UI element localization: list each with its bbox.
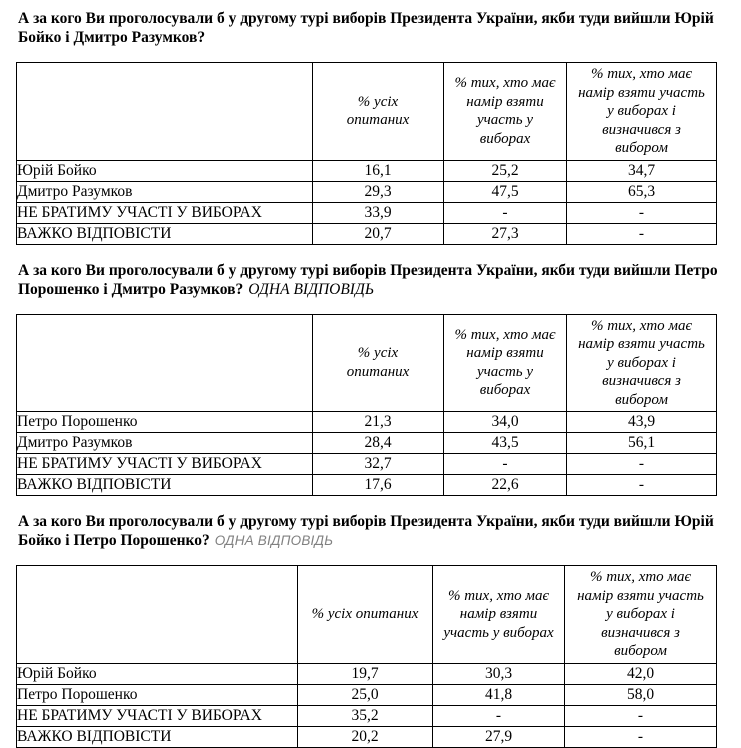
- value-cell: 42,0: [565, 663, 717, 684]
- value-cell: 41,8: [433, 684, 565, 705]
- value-cell: 35,2: [298, 705, 433, 726]
- survey-section-poroshenko-razumkov: [16, 261, 729, 497]
- results-table: [16, 314, 717, 497]
- table-row: [17, 181, 717, 202]
- row-label: Дмитро Разумков: [17, 433, 313, 454]
- table-row: [17, 160, 717, 181]
- row-label: НЕ БРАТИМУ УЧАСТІ У ВИБОРАХ: [17, 202, 313, 223]
- value-cell: 58,0: [565, 684, 717, 705]
- question-heading: [18, 261, 729, 299]
- one-answer-note: ОДНА ВІДПОВІДЬ: [214, 533, 334, 548]
- value-cell: -: [565, 726, 717, 747]
- col-header-empty: [17, 314, 313, 412]
- table-header-row: [17, 63, 717, 161]
- table-row: [17, 726, 717, 747]
- row-label: НЕ БРАТИМУ УЧАСТІ У ВИБОРАХ: [17, 705, 298, 726]
- question-heading: [18, 9, 729, 47]
- value-cell: 43,9: [567, 412, 717, 433]
- value-cell: 19,7: [298, 663, 433, 684]
- value-cell: -: [567, 475, 717, 496]
- value-cell: -: [567, 454, 717, 475]
- value-cell: -: [565, 705, 717, 726]
- row-label: Юрій Бойко: [17, 160, 313, 181]
- question-text: А за кого Ви проголосували б у другому турі виборів Президента України, якби туди вийшли Петро Порошенко і Дмитро Разумков?: [18, 261, 718, 298]
- value-cell: -: [444, 454, 567, 475]
- col-header-intend-to-vote: % тих, хто має намір взяти участь у виборах: [444, 314, 567, 412]
- results-table: [16, 62, 717, 245]
- col-header-intend-to-vote: % тих, хто має намір взяти участь у виборах: [433, 566, 565, 664]
- value-cell: 20,2: [298, 726, 433, 747]
- value-cell: 43,5: [444, 433, 567, 454]
- col-header-intend-to-vote: % тих, хто має намір взяти участь у виборах: [444, 63, 567, 161]
- table-row: [17, 202, 717, 223]
- col-header-all-respondents: % усіх опитаних: [298, 566, 433, 664]
- table-row: [17, 705, 717, 726]
- value-cell: 25,2: [444, 160, 567, 181]
- table-row: [17, 475, 717, 496]
- question-text: А за кого Ви проголосували б у другому турі виборів Президента України, якби туди вийшли Юрій Бойко і Петро Порошенко?: [18, 513, 714, 549]
- table-row: [17, 454, 717, 475]
- value-cell: 25,0: [298, 684, 433, 705]
- value-cell: 20,7: [313, 223, 444, 244]
- col-header-empty: [17, 566, 298, 664]
- row-label: Петро Порошенко: [17, 412, 313, 433]
- row-label: ВАЖКО ВІДПОВІСТИ: [17, 475, 313, 496]
- row-label: ВАЖКО ВІДПОВІСТИ: [17, 726, 298, 747]
- value-cell: 27,9: [433, 726, 565, 747]
- row-label: Петро Порошенко: [17, 684, 298, 705]
- value-cell: 33,9: [313, 202, 444, 223]
- table-row: [17, 433, 717, 454]
- survey-section-boyko-razumkov: [16, 9, 729, 245]
- question-text: А за кого Ви проголосували б у другому турі виборів Президента України, якби туди вийшли Юрій Бойко і Дмитро Разумков?: [18, 10, 714, 46]
- value-cell: 32,7: [313, 454, 444, 475]
- value-cell: -: [433, 705, 565, 726]
- value-cell: -: [444, 202, 567, 223]
- value-cell: 17,6: [313, 475, 444, 496]
- col-header-all-respondents: % усіх опитаних: [313, 314, 444, 412]
- row-label: ВАЖКО ВІДПОВІСТИ: [17, 223, 313, 244]
- table-row: [17, 412, 717, 433]
- row-label: Юрій Бойко: [17, 663, 298, 684]
- value-cell: 16,1: [313, 160, 444, 181]
- table-header-row: [17, 566, 717, 664]
- col-header-decided-voters: % тих, хто має намір взяти участь у виборах і визначився з вибором: [565, 566, 717, 664]
- col-header-empty: [17, 63, 313, 161]
- question-heading: [18, 512, 729, 550]
- value-cell: 28,4: [313, 433, 444, 454]
- one-answer-note: ОДНА ВІДПОВІДЬ: [248, 280, 374, 298]
- value-cell: 56,1: [567, 433, 717, 454]
- table-row: [17, 663, 717, 684]
- value-cell: 34,7: [567, 160, 717, 181]
- col-header-all-respondents: % усіх опитаних: [313, 63, 444, 161]
- value-cell: 34,0: [444, 412, 567, 433]
- survey-section-boyko-poroshenko: [16, 512, 729, 748]
- value-cell: 47,5: [444, 181, 567, 202]
- row-label: Дмитро Разумков: [17, 181, 313, 202]
- value-cell: 30,3: [433, 663, 565, 684]
- col-header-decided-voters: % тих, хто має намір взяти участь у виборах і визначився з вибором: [567, 314, 717, 412]
- value-cell: 27,3: [444, 223, 567, 244]
- value-cell: -: [567, 202, 717, 223]
- table-row: [17, 684, 717, 705]
- results-table: [16, 565, 717, 748]
- value-cell: 65,3: [567, 181, 717, 202]
- value-cell: 29,3: [313, 181, 444, 202]
- value-cell: 21,3: [313, 412, 444, 433]
- row-label: НЕ БРАТИМУ УЧАСТІ У ВИБОРАХ: [17, 454, 313, 475]
- col-header-decided-voters: % тих, хто має намір взяти участь у виборах і визначився з вибором: [567, 63, 717, 161]
- table-row: [17, 223, 717, 244]
- table-header-row: [17, 314, 717, 412]
- value-cell: -: [567, 223, 717, 244]
- value-cell: 22,6: [444, 475, 567, 496]
